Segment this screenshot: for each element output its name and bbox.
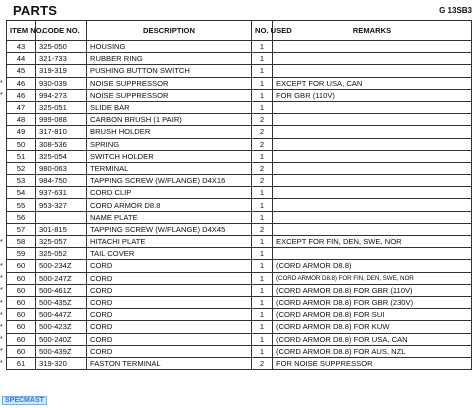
table-row (7, 126, 472, 138)
no-used-cell: 1 (252, 296, 273, 308)
table-row (7, 41, 472, 53)
description-cell: HOUSING (87, 41, 252, 53)
description-cell: HITACHI PLATE (87, 236, 252, 248)
item-no-cell: 60 (7, 296, 36, 308)
description-cell: SLIDE BAR (87, 101, 252, 113)
table-row (7, 53, 472, 65)
no-used-cell: 2 (252, 114, 273, 126)
code-no-cell: 984-750 (36, 175, 87, 187)
code-no-cell: 500-234Z (36, 260, 87, 272)
no-used-cell: 1 (252, 65, 273, 77)
col-item-no: ITEM NO. (7, 21, 36, 41)
remarks-cell (273, 187, 472, 199)
no-used-cell: 2 (252, 223, 273, 235)
col-no-used: NO. USED (252, 21, 273, 41)
no-used-cell: 1 (252, 187, 273, 199)
remarks-cell: (CORD ARMOR D8.8) (273, 260, 472, 272)
description-cell: CARBON BRUSH (1 PAIR) (87, 114, 252, 126)
no-used-cell: 1 (252, 248, 273, 260)
remarks-cell: (CORD ARMOR D8.8) FOR GBR (230V) (273, 296, 472, 308)
remarks-cell (273, 150, 472, 162)
table-row (7, 284, 472, 296)
remarks-cell: FOR NOISE SUPPRESSOR (273, 357, 472, 369)
code-no-cell: 325-051 (36, 101, 87, 113)
item-no-cell: 60 (7, 321, 36, 333)
code-no-cell: 319-319 (36, 65, 87, 77)
remarks-cell: (CORD ARMOR D8.8) FOR SUI (273, 309, 472, 321)
table-row (7, 65, 472, 77)
code-no-cell: 500-447Z (36, 309, 87, 321)
remarks-cell (273, 65, 472, 77)
no-used-cell: 1 (252, 321, 273, 333)
description-cell: CORD (87, 260, 252, 272)
description-cell: SWITCH HOLDER (87, 150, 252, 162)
code-no-cell: 325-050 (36, 41, 87, 53)
code-no-cell: 953-327 (36, 199, 87, 211)
code-no-cell: 308-536 (36, 138, 87, 150)
description-cell: CORD ARMOR D8.8 (87, 199, 252, 211)
code-no-cell: 319-320 (36, 357, 87, 369)
remarks-cell (273, 126, 472, 138)
item-no-cell: 58 (7, 236, 36, 248)
table-row (7, 187, 472, 199)
remarks-cell: EXCEPT FOR USA, CAN (273, 77, 472, 89)
item-no-cell: 45 (7, 65, 36, 77)
row-marker: * (0, 360, 3, 368)
code-no-cell: 999-088 (36, 114, 87, 126)
description-cell: RUBBER RING (87, 53, 252, 65)
table-row (7, 333, 472, 345)
row-marker: * (0, 311, 3, 319)
code-no-cell: 500-240Z (36, 333, 87, 345)
table-row (7, 272, 472, 284)
item-no-cell: 59 (7, 248, 36, 260)
table-row (7, 199, 472, 211)
no-used-cell: 1 (252, 77, 273, 89)
col-code-no: CODE NO. (36, 21, 87, 41)
row-marker: * (0, 238, 3, 246)
no-used-cell: 1 (252, 101, 273, 113)
no-used-cell: 1 (252, 272, 273, 284)
remarks-cell: EXCEPT FOR FIN, DEN, SWE, NOR (273, 236, 472, 248)
description-cell: NOISE SUPPRESSOR (87, 89, 252, 101)
table-row (7, 114, 472, 126)
description-cell: TAPPING SCREW (W/FLANGE) D4X16 (87, 175, 252, 187)
no-used-cell: 1 (252, 309, 273, 321)
description-cell: NOISE SUPPRESSOR (87, 77, 252, 89)
code-no-cell: 317-810 (36, 126, 87, 138)
table-row (7, 296, 472, 308)
no-used-cell: 2 (252, 138, 273, 150)
item-no-cell: 50 (7, 138, 36, 150)
description-cell: CORD (87, 345, 252, 357)
code-no-cell: 500-423Z (36, 321, 87, 333)
row-marker: * (0, 80, 3, 88)
remarks-cell (273, 138, 472, 150)
item-no-cell: 60 (7, 333, 36, 345)
row-marker: * (0, 336, 3, 344)
description-cell: CORD (87, 333, 252, 345)
no-used-cell: 1 (252, 333, 273, 345)
row-marker: * (0, 348, 3, 356)
remarks-cell (273, 114, 472, 126)
description-cell: CORD (87, 309, 252, 321)
description-cell: FASTON TERMINAL (87, 357, 252, 369)
description-cell: CORD (87, 321, 252, 333)
remarks-cell: (CORD ARMOR D8.8) FOR USA, CAN (273, 333, 472, 345)
code-no-cell: 994-273 (36, 89, 87, 101)
no-used-cell: 2 (252, 357, 273, 369)
item-no-cell: 54 (7, 187, 36, 199)
code-no-cell (36, 211, 87, 223)
item-no-cell: 43 (7, 41, 36, 53)
table-row (7, 175, 472, 187)
row-marker: * (0, 287, 3, 295)
no-used-cell: 1 (252, 236, 273, 248)
row-marker: * (0, 92, 3, 100)
item-no-cell: 46 (7, 89, 36, 101)
item-no-cell: 55 (7, 199, 36, 211)
col-description: DESCRIPTION (87, 21, 252, 41)
table-row (7, 309, 472, 321)
code-no-cell: 500-439Z (36, 345, 87, 357)
remarks-cell (273, 248, 472, 260)
item-no-cell: 46 (7, 77, 36, 89)
no-used-cell: 1 (252, 211, 273, 223)
remarks-cell: (CORD ARMOR D8.8) FOR GBR (110V) (273, 284, 472, 296)
table-row (7, 357, 472, 369)
remarks-cell: (CORD ARMOR D8.8) FOR FIN, DEN, SWE, NOR (273, 272, 472, 284)
page-title: PARTS (13, 3, 58, 18)
code-no-cell: 500-247Z (36, 272, 87, 284)
no-used-cell: 1 (252, 199, 273, 211)
remarks-cell (273, 41, 472, 53)
remarks-cell (273, 223, 472, 235)
remarks-cell (273, 101, 472, 113)
item-no-cell: 47 (7, 101, 36, 113)
table-row (7, 260, 472, 272)
description-cell: SPRING (87, 138, 252, 150)
remarks-cell: FOR GBR (110V) (273, 89, 472, 101)
remarks-cell (273, 53, 472, 65)
code-no-cell: 301-815 (36, 223, 87, 235)
item-no-cell: 57 (7, 223, 36, 235)
description-cell: TAIL COVER (87, 248, 252, 260)
item-no-cell: 60 (7, 260, 36, 272)
table-row (7, 211, 472, 223)
item-no-cell: 60 (7, 284, 36, 296)
code-no-cell: 980-063 (36, 162, 87, 174)
code-no-cell: 325-054 (36, 150, 87, 162)
model-code: G 13SB3 (439, 6, 472, 15)
no-used-cell: 1 (252, 89, 273, 101)
code-no-cell: 325-052 (36, 248, 87, 260)
item-no-cell: 53 (7, 175, 36, 187)
item-no-cell: 49 (7, 126, 36, 138)
code-no-cell: 930-039 (36, 77, 87, 89)
code-no-cell: 500-435Z (36, 296, 87, 308)
col-remarks: REMARKS (273, 21, 472, 41)
code-no-cell: 500-461Z (36, 284, 87, 296)
remarks-cell (273, 199, 472, 211)
table-row (7, 150, 472, 162)
item-no-cell: 48 (7, 114, 36, 126)
description-cell: CORD (87, 272, 252, 284)
no-used-cell: 2 (252, 175, 273, 187)
parts-table-body (7, 41, 472, 370)
table-row (7, 321, 472, 333)
table-row (7, 101, 472, 113)
no-used-cell: 1 (252, 150, 273, 162)
description-cell: BRUSH HOLDER (87, 126, 252, 138)
parts-table (6, 20, 472, 370)
item-no-cell: 60 (7, 345, 36, 357)
description-cell: CORD (87, 284, 252, 296)
table-row (7, 77, 472, 89)
description-cell: TERMINAL (87, 162, 252, 174)
table-row (7, 138, 472, 150)
item-no-cell: 51 (7, 150, 36, 162)
no-used-cell: 2 (252, 162, 273, 174)
table-row (7, 223, 472, 235)
remarks-cell: (CORD ARMOR D8.8) FOR KUW (273, 321, 472, 333)
item-no-cell: 61 (7, 357, 36, 369)
no-used-cell: 2 (252, 126, 273, 138)
code-no-cell: 325-057 (36, 236, 87, 248)
remarks-cell (273, 175, 472, 187)
description-cell: NAME PLATE (87, 211, 252, 223)
remarks-cell: (CORD ARMOR D8.8) FOR AUS, NZL (273, 345, 472, 357)
item-no-cell: 52 (7, 162, 36, 174)
description-cell: CORD CLIP (87, 187, 252, 199)
code-no-cell: 321-733 (36, 53, 87, 65)
table-row (7, 236, 472, 248)
item-no-cell: 44 (7, 53, 36, 65)
no-used-cell: 1 (252, 53, 273, 65)
watermark-logo: SPECMAST (2, 396, 47, 405)
no-used-cell: 1 (252, 260, 273, 272)
description-cell: PUSHING BUTTON SWITCH (87, 65, 252, 77)
row-marker: * (0, 299, 3, 307)
item-no-cell: 60 (7, 272, 36, 284)
table-header-row (7, 21, 472, 41)
no-used-cell: 1 (252, 284, 273, 296)
item-no-cell: 56 (7, 211, 36, 223)
remarks-cell (273, 162, 472, 174)
remarks-cell (273, 211, 472, 223)
no-used-cell: 1 (252, 41, 273, 53)
row-marker: * (0, 275, 3, 283)
description-cell: TAPPING SCREW (W/FLANGE) D4X45 (87, 223, 252, 235)
table-row (7, 162, 472, 174)
no-used-cell: 1 (252, 345, 273, 357)
table-row (7, 89, 472, 101)
row-marker: * (0, 262, 3, 270)
table-row (7, 345, 472, 357)
description-cell: CORD (87, 296, 252, 308)
table-row (7, 248, 472, 260)
item-no-cell: 60 (7, 309, 36, 321)
code-no-cell: 937-631 (36, 187, 87, 199)
row-marker: * (0, 323, 3, 331)
